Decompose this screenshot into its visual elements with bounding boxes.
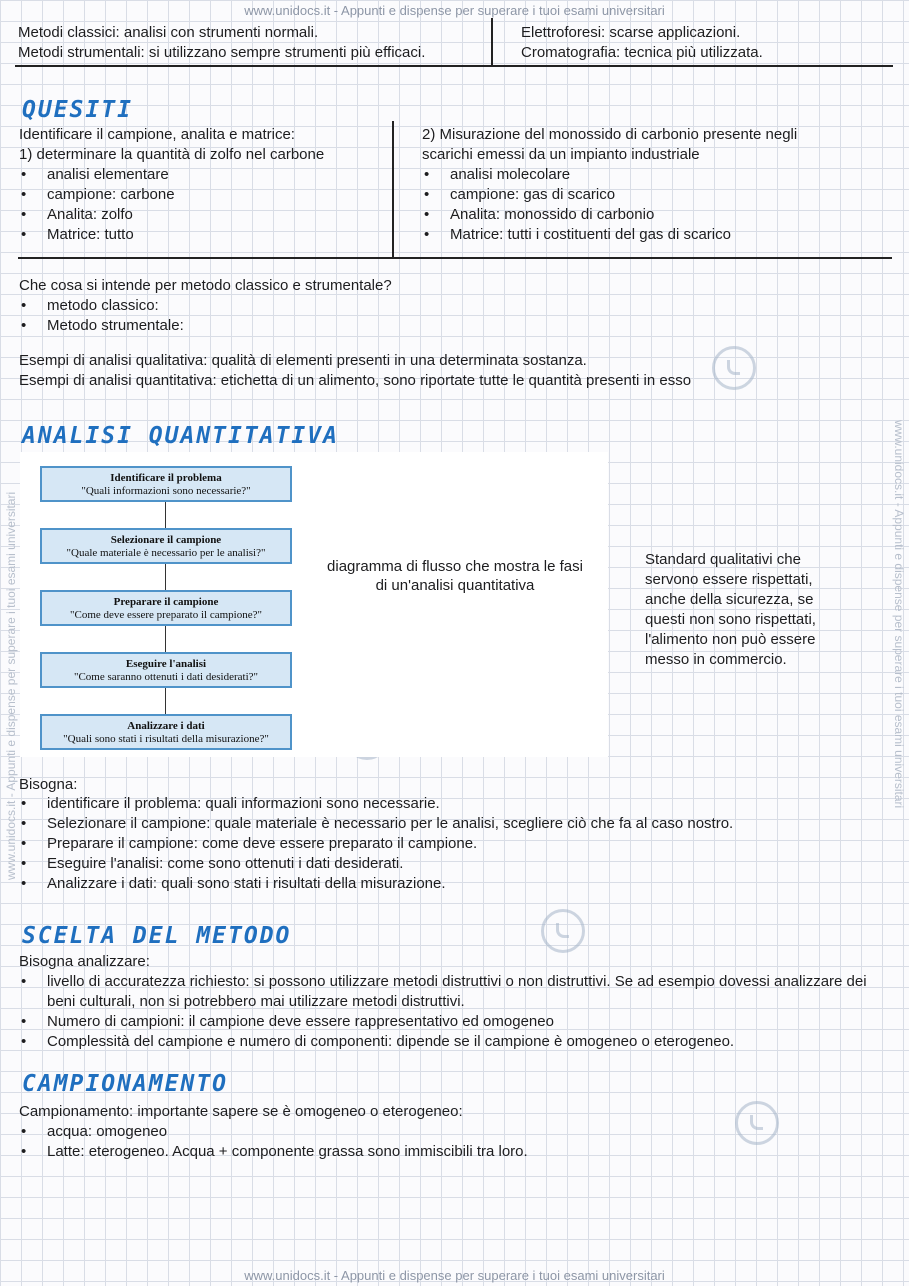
flow-step-1	[40, 466, 292, 502]
watermark-top: www.unidocs.it - Appunti e dispense per superare i tuoi esami universitari	[244, 3, 665, 18]
table-divider	[491, 18, 493, 66]
side-note	[645, 550, 816, 670]
top-left-line-2: Metodi strumentali: si utilizzano sempre strumenti più efficaci.	[18, 44, 426, 61]
list-item: • campione: carbone	[19, 185, 175, 205]
quesiti-right-intro-2: scarichi emessi da un impianto industriale	[422, 146, 700, 163]
list-item: • livello di accuratezza richiesto: si possono utilizzare metodi distruttivi o non distruttivi. Se ad esempio dovessi analizzare dei beni culturali, non si potrebbero mai utilizzare metodi distruttivi.	[19, 972, 869, 1012]
side-note-line: anche della sicurezza, se	[645, 591, 814, 608]
quesiti-bottom-rule	[18, 257, 892, 259]
caption-line: di un'analisi quantitativa	[375, 577, 535, 594]
scelta-intro: Bisogna analizzare:	[19, 953, 150, 970]
flow-step-subtitle: "Come saranno ottenuti i dati desiderati?"	[73, 671, 258, 683]
metodo-list	[19, 296, 184, 336]
quesiti-left-list	[19, 165, 175, 245]
flow-connector	[165, 502, 166, 528]
list-item: • Complessità del campione e numero di componenti: dipende se il campione è omogeneo o eterogeneo.	[19, 1032, 869, 1052]
top-left-line-1: Metodi classici: analisi con strumenti normali.	[18, 24, 319, 41]
list-item: • Analita: monossido di carbonio	[422, 205, 731, 225]
flow-connector	[165, 688, 166, 714]
side-note-line: messo in commercio.	[645, 651, 787, 668]
unidocs-logo-icon	[712, 346, 756, 390]
list-item: • Numero di campioni: il campione deve essere rappresentativo ed omogeneo	[19, 1012, 869, 1032]
flow-connector	[165, 626, 166, 652]
list-item: • Preparare il campione: come deve essere preparato il campione.	[19, 834, 733, 854]
campionamento-list	[19, 1122, 528, 1162]
flow-step-title: Eseguire l'analisi	[125, 658, 207, 670]
flow-step-subtitle: "Quali informazioni sono necessarie?"	[81, 485, 251, 497]
list-item: • Selezionare il campione: quale materiale è necessario per le analisi, scegliere ciò che fa al caso nostro.	[19, 814, 733, 834]
heading-quesiti: QUESITI	[22, 97, 133, 123]
flow-step-subtitle: "Come deve essere preparato il campione?"	[70, 609, 262, 621]
esempio-qualitativa: Esempi di analisi qualitativa: qualità di elementi presenti in una determinata sostanza.	[19, 352, 587, 369]
list-item: • Analita: zolfo	[19, 205, 175, 225]
side-note-line: l'alimento non può essere	[645, 631, 816, 648]
list-item: • Eseguire l'analisi: come sono ottenuti i dati desiderati.	[19, 854, 733, 874]
flow-step-title: Preparare il campione	[113, 596, 219, 608]
side-note-line: questi non sono rispettati,	[645, 611, 816, 628]
list-item: • Latte: eterogeneo. Acqua + componente grassa sono immiscibili tra loro.	[19, 1142, 528, 1162]
flow-step-title: Identificare il problema	[110, 472, 222, 484]
list-item: • metodo classico:	[19, 296, 184, 316]
flow-step-title: Selezionare il campione	[110, 534, 222, 546]
esempio-quantitativa: Esempi di analisi quantitativa: etichetta di un alimento, sono riportate tutte le quantità presenti in esso	[19, 372, 692, 389]
list-item: • identificare il problema: quali informazioni sono necessarie.	[19, 794, 733, 814]
side-note-line: servono essere rispettati,	[645, 571, 813, 588]
list-item: • campione: gas di scarico	[422, 185, 731, 205]
flow-step-subtitle: "Quali sono stati i risultati della misurazione?"	[63, 733, 269, 745]
heading-scelta-metodo: SCELTA DEL METODO	[22, 923, 292, 949]
watermark-left: www.unidocs.it - Appunti e dispense per superare i tuoi esami universitari	[4, 491, 18, 880]
unidocs-logo-icon	[735, 1101, 779, 1145]
quesiti-divider	[392, 121, 394, 259]
caption-line: diagramma di flusso che mostra le fasi	[327, 558, 583, 575]
list-item: • analisi elementare	[19, 165, 175, 185]
list-item: • Matrice: tutto	[19, 225, 175, 245]
flowchart-panel	[20, 452, 608, 757]
flow-step-2	[40, 528, 292, 564]
watermark-bottom: www.unidocs.it - Appunti e dispense per superare i tuoi esami universitari	[244, 1268, 665, 1283]
flow-step-subtitle: "Quale materiale è necessario per le analisi?"	[66, 547, 266, 559]
flow-step-4	[40, 652, 292, 688]
list-item: • acqua: omogeneo	[19, 1122, 528, 1142]
list-item: • Analizzare i dati: quali sono stati i risultati della misurazione.	[19, 874, 733, 894]
flow-step-5	[40, 714, 292, 750]
flow-step-title: Analizzare i dati	[127, 720, 205, 732]
flowchart-caption	[310, 557, 600, 595]
watermark-right: www.unidocs.it - Appunti e dispense per superare i tuoi esami universitari	[892, 420, 906, 809]
unidocs-logo-icon	[541, 909, 585, 953]
list-item: • analisi molecolare	[422, 165, 731, 185]
heading-campionamento: CAMPIONAMENTO	[22, 1071, 229, 1097]
scelta-list	[19, 972, 869, 1052]
flow-connector	[165, 564, 166, 590]
quesiti-left-intro-1: Identificare il campione, analita e matrice:	[19, 126, 295, 143]
quesiti-right-intro-1: 2) Misurazione del monossido di carbonio presente negli	[422, 126, 798, 143]
list-item: • Metodo strumentale:	[19, 316, 184, 336]
top-right-line-1: Elettroforesi: scarse applicazioni.	[521, 24, 741, 41]
flow-step-3	[40, 590, 292, 626]
side-note-line: Standard qualitativi che	[645, 551, 801, 568]
list-item: • Matrice: tutti i costituenti del gas di scarico	[422, 225, 731, 245]
steps-list	[19, 794, 733, 894]
quesiti-left-intro-2: 1) determinare la quantità di zolfo nel carbone	[19, 146, 325, 163]
quesiti-right-list	[422, 165, 731, 245]
metodo-question: Che cosa si intende per metodo classico e strumentale?	[19, 277, 392, 294]
table-bottom-rule	[15, 65, 893, 67]
campionamento-intro: Campionamento: importante sapere se è omogeneo o eterogeneo:	[19, 1103, 463, 1120]
top-right-line-2: Cromatografia: tecnica più utilizzata.	[521, 44, 763, 61]
heading-analisi-quantitativa: ANALISI QUANTITATIVA	[22, 423, 339, 449]
bisogna-label: Bisogna:	[19, 776, 78, 793]
